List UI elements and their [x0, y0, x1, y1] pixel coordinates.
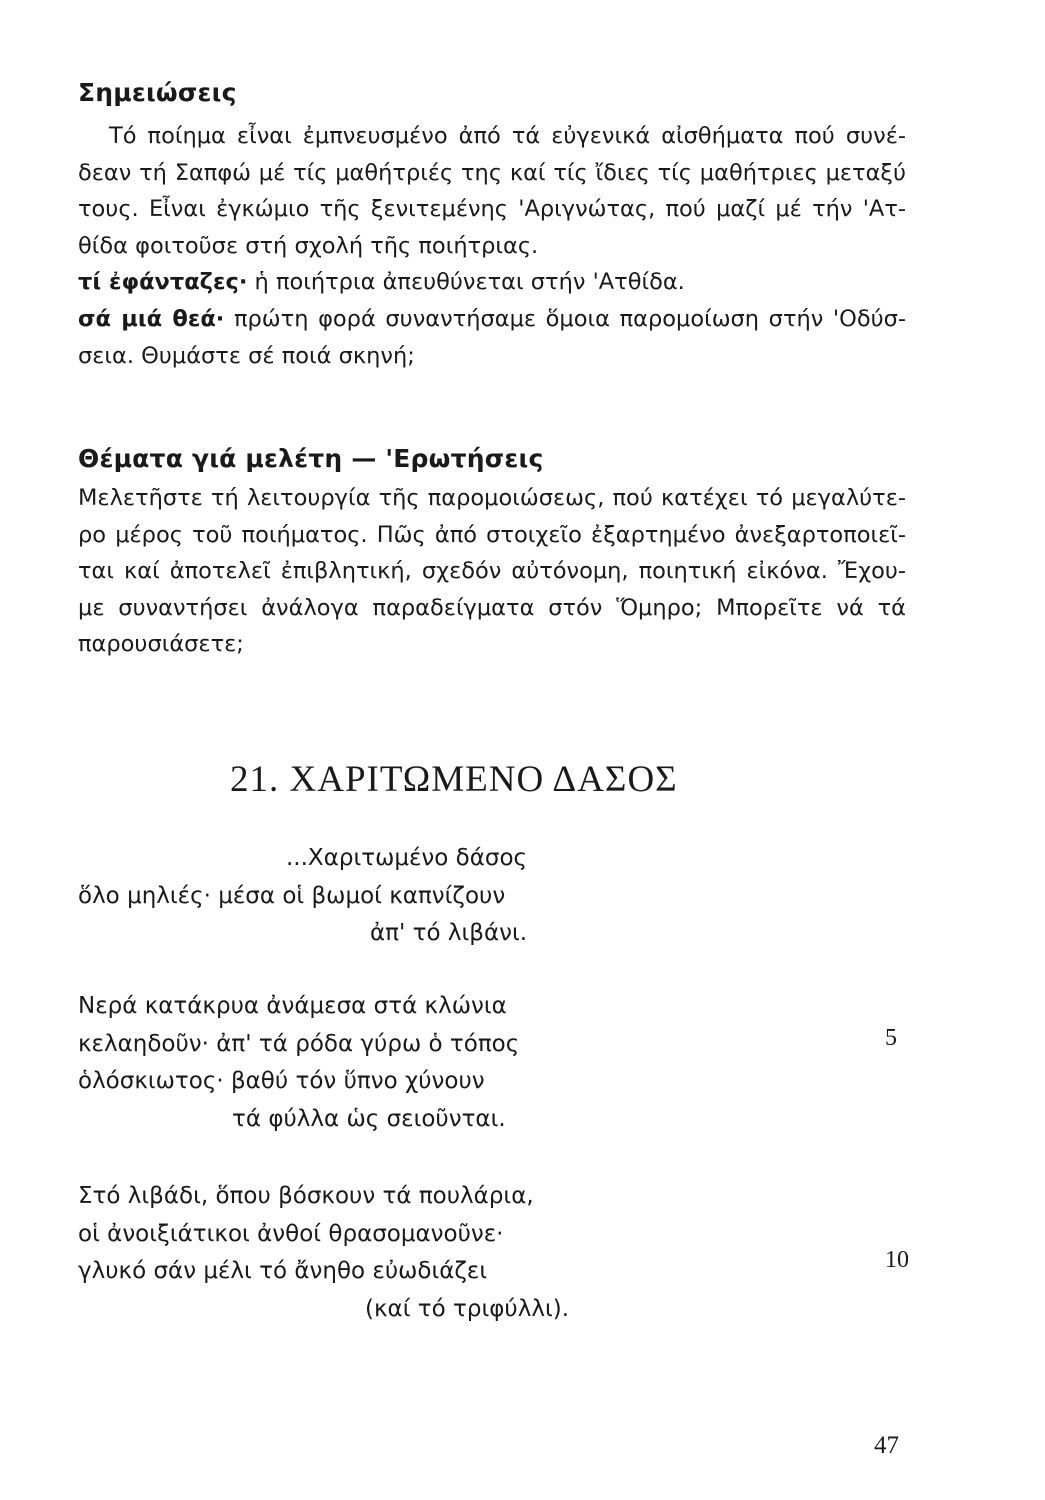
study-line-3: ται καί ἀποτελεῖ ἐπιβλητική, σχεδόν αὐτόνομη, ποιητική εἰκόνα. Ἔχου- — [78, 558, 906, 585]
page-number: 47 — [874, 1432, 899, 1459]
notes-line-3: τους. Εἶναι ἐγκώμιο τῆς ξενιτεμένης 'Αριγνώτας, πού μαζί μέ τήν 'Ατ- — [78, 196, 906, 223]
poem-line: ὁλόσκιωτος· βαθύ τόν ὕπνο χύνουν — [78, 1068, 485, 1095]
gloss-1 — [78, 264, 906, 301]
notes-section — [78, 118, 906, 374]
gloss-2-text: πρώτη φορά συναντήσαμε ὅμοια παρομοίωση στήν 'Οδύσ- — [224, 305, 906, 332]
poem-line: οἱ ἀνοιξιάτικοι ἀνθοί θρασομανοῦνε· — [78, 1220, 504, 1247]
poem-line: ἀπ' τό λιβάνι. — [370, 920, 528, 947]
gloss-2-continuation: σεια. Θυμάστε σέ ποιά σκηνή; — [78, 342, 415, 369]
study-line-1: Μελετῆστε τή λειτουργία τῆς παρομοιώσεως, πού κατέχει τό μεγαλύτε- — [78, 485, 906, 511]
gloss-1-term: τί ἐφάνταζες· — [78, 269, 248, 296]
poem-line: γλυκό σάν μέλι τό ἄνηθο εὐωδιάζει — [78, 1258, 488, 1285]
gloss-2-term: σά μιά θεά· — [78, 305, 225, 332]
poem-stanza-2 — [78, 988, 568, 1139]
notes-line-2: δεαν τή Σαπφώ μέ τίς μαθήτριές της καί τίς ἴδιες τίς μαθήτριες μεταξύ — [78, 159, 906, 186]
study-heading: Θέματα γιά μελέτη — 'Ερωτήσεις — [78, 444, 544, 473]
study-line-2: ρο μέρος τοῦ ποιήματος. Πῶς ἀπό στοιχεῖο ἐξαρτημένο ἀνεξαρτοποιεῖ- — [78, 521, 906, 548]
gloss-1-text: ἡ ποιήτρια ἀπευθύνεται στήν 'Ατθίδα. — [247, 269, 685, 296]
line-number-5: 5 — [885, 1025, 897, 1051]
poem-line: τά φύλλα ὡς σειοῦνται. — [232, 1106, 506, 1133]
poem-stanza-1 — [78, 840, 568, 953]
line-number-10: 10 — [885, 1247, 909, 1273]
poem-line: Νερά κατάκρυα ἀνάμεσα στά κλώνια — [78, 993, 507, 1019]
poem-line: ὅλο μηλιές· μέσα οἱ βωμοί καπνίζουν — [78, 882, 506, 909]
poem-stanza-3 — [78, 1178, 568, 1329]
study-section — [78, 480, 906, 663]
poem-line: κελαηδοῦν· ἀπ' τά ρόδα γύρω ὁ τόπος — [78, 1030, 520, 1057]
study-line-4: με συναντήσει ἀνάλογα παραδείγματα στόν Ὅμηρο; Μπορεῖτε νά τά — [78, 594, 906, 621]
poem-line: Στό λιβάδι, ὅπου βόσκουν τά πουλάρια, — [78, 1183, 534, 1209]
notes-heading: Σημειώσεις — [78, 78, 237, 107]
notes-line-4: θίδα φοιτοῦσε στή σχολή τῆς ποιήτριας. — [78, 232, 539, 259]
poem-line: ...Χαριτωμένο δάσος — [286, 845, 528, 871]
poem-title: 21. ΧΑΡΙΤΩΜΕΝΟ ΔΑΣΟΣ — [230, 759, 678, 800]
gloss-2 — [78, 301, 906, 338]
study-line-5: παρουσιάσετε; — [78, 631, 244, 658]
poem-line: (καί τό τριφύλλι). — [365, 1296, 570, 1323]
notes-line-1: Τό ποίημα εἶναι ἐμπνευσμένο ἀπό τά εὐγενικά αἰσθήματα πού συνέ- — [109, 123, 906, 149]
